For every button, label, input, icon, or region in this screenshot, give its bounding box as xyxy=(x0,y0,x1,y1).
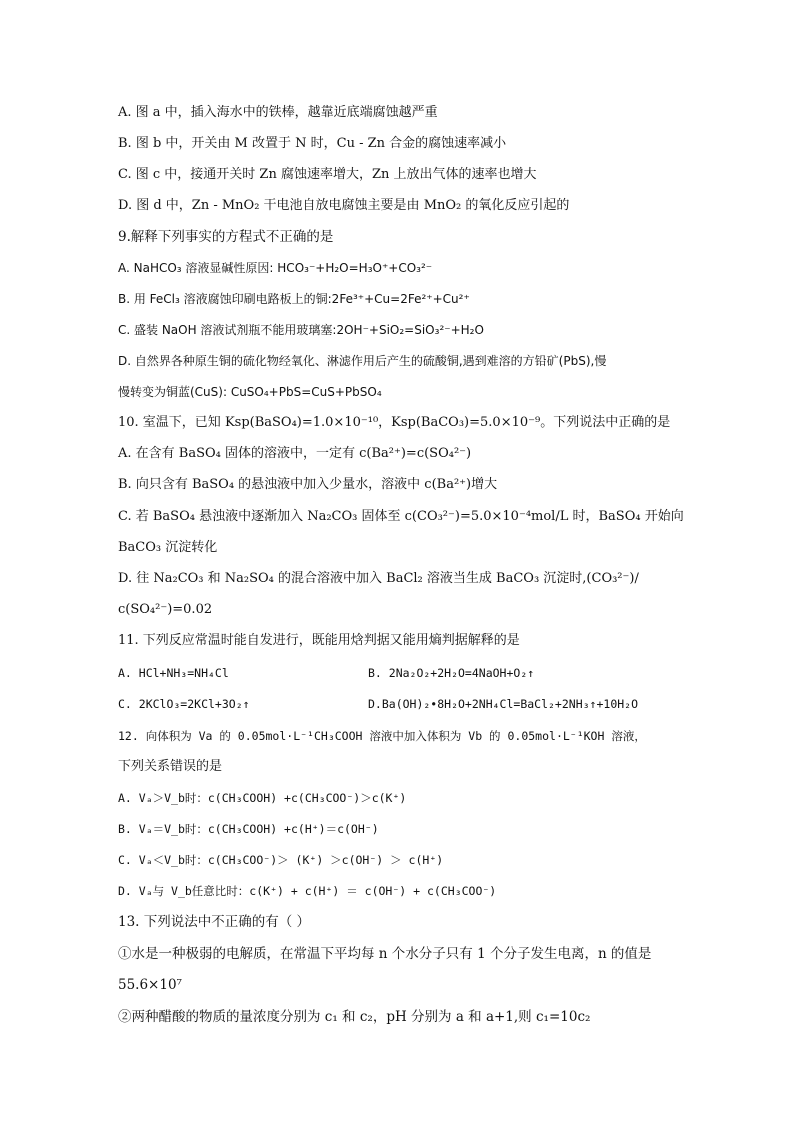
option-11b: B. 2Na₂O₂+2H₂O=4NaOH+O₂↑ xyxy=(368,666,535,680)
option-9c: C. 盛装 NaOH 溶液试剂瓶不能用玻璃塞:2OH⁻+SiO₂=SiO₃²⁻+H₂O xyxy=(118,323,484,337)
option-10c-cont: BaCO₃ 沉淀转化 xyxy=(118,540,218,555)
statement-13-1: ①水是一种极弱的电解质，在常温下平均每 n 个水分子只有 1 个分子发生电离，n 的值是 xyxy=(118,946,652,962)
option-12a: A. Vₐ＞V_b时：c(CH₃COOH) +c(CH₃COO⁻)＞c(K⁺) xyxy=(118,791,407,805)
option-11d: D.Ba(OH)₂•8H₂O+2NH₄Cl=BaCl₂+2NH₃↑+10H₂O xyxy=(368,697,639,711)
option-9d-cont: 慢转变为铜蓝(CuS): CuSO₄+PbS=CuS+PbSO₄ xyxy=(118,385,382,399)
option-10d-cont: c(SO₄²⁻)=0.02 xyxy=(118,602,213,617)
option-10b: B. 向只含有 BaSO₄ 的悬浊液中加入少量水，溶液中 c(Ba²⁺)增大 xyxy=(118,477,498,492)
option-8c: C. 图 c 中，接通开关时 Zn 腐蚀速率增大，Zn 上放出气体的速率也增大 xyxy=(118,167,537,182)
question-12: 12. 向体积为 Va 的 0.05mol·L⁻¹CH₃COOH 溶液中加入体积为 Vb 的 0.05mol·L⁻¹KOH 溶液， xyxy=(118,729,646,743)
option-12d: D. Vₐ与 V_b任意比时：c(K⁺) + c(H⁺) ＝ c(OH⁻) + c(CH₃COO⁻) xyxy=(118,884,497,898)
option-11c: C. 2KClO₃=2KCl+3O₂↑ xyxy=(118,697,250,711)
option-8d: D. 图 d 中，Zn - MnO₂ 干电池自放电腐蚀主要是由 MnO₂ 的氧化反应引起的 xyxy=(118,198,570,213)
question-13: 13. 下列说法中不正确的有（ ） xyxy=(118,914,311,930)
option-9b: B. 用 FeCl₃ 溶液腐蚀印刷电路板上的铜:2Fe³⁺+Cu=2Fe²⁺+Cu²⁺ xyxy=(118,292,470,306)
option-10c: C. 若 BaSO₄ 悬浊液中逐渐加入 Na₂CO₃ 固体至 c(CO₃²⁻)=5.0×10⁻⁴mol/L 时，BaSO₄ 开始向 xyxy=(118,509,684,524)
option-9a: A. NaHCO₃ 溶液显碱性原因: HCO₃⁻+H₂O=H₃O⁺+CO₃²⁻ xyxy=(118,261,433,275)
option-8b: B. 图 b 中，开关由 M 改置于 N 时，Cu - Zn 合金的腐蚀速率减小 xyxy=(118,136,507,151)
question-11: 11. 下列反应常温时能自发进行，既能用焓判据又能用熵判据解释的是 xyxy=(118,633,520,648)
option-10d: D. 往 Na₂CO₃ 和 Na₂SO₄ 的混合溶液中加入 BaCl₂ 溶液当生成 BaCO₃ 沉淀时,(CO₃²⁻)/ xyxy=(118,571,639,586)
question-9: 9.解释下列事实的方程式不正确的是 xyxy=(118,229,334,245)
option-12c: C. Vₐ＜V_b时：c(CH₃COO⁻)＞ (K⁺) ＞c(OH⁻) ＞ c(H⁺) xyxy=(118,853,444,867)
question-12-cont: 下列关系错误的是 xyxy=(118,759,223,774)
option-10a: A. 在含有 BaSO₄ 固体的溶液中，一定有 c(Ba²⁺)=c(SO₄²⁻) xyxy=(118,446,472,461)
option-9d: D. 自然界各种原生铜的硫化物经氧化、淋滤作用后产生的硫酸铜,遇到难溶的方铅矿(PbS),慢 xyxy=(118,354,607,368)
option-8a: A. 图 a 中，插入海水中的铁棒，越靠近底端腐蚀越严重 xyxy=(118,105,438,120)
option-12b: B. Vₐ＝V_b时：c(CH₃COOH) +c(H⁺)＝c(OH⁻) xyxy=(118,822,379,836)
question-10: 10. 室温下，已知 Ksp(BaSO₄)=1.0×10⁻¹⁰，Ksp(BaCO₃)=5.0×10⁻⁹。下列说法中正确的是 xyxy=(118,415,671,430)
statement-13-1-cont: 55.6×10⁷ xyxy=(118,977,182,993)
option-11a: A. HCl+NH₃=NH₄Cl xyxy=(118,666,229,680)
statement-13-2: ②两种醋酸的物质的量浓度分别为 c₁ 和 c₂，pH 分别为 a 和 a+1,则 c₁=10c₂ xyxy=(118,1009,591,1025)
